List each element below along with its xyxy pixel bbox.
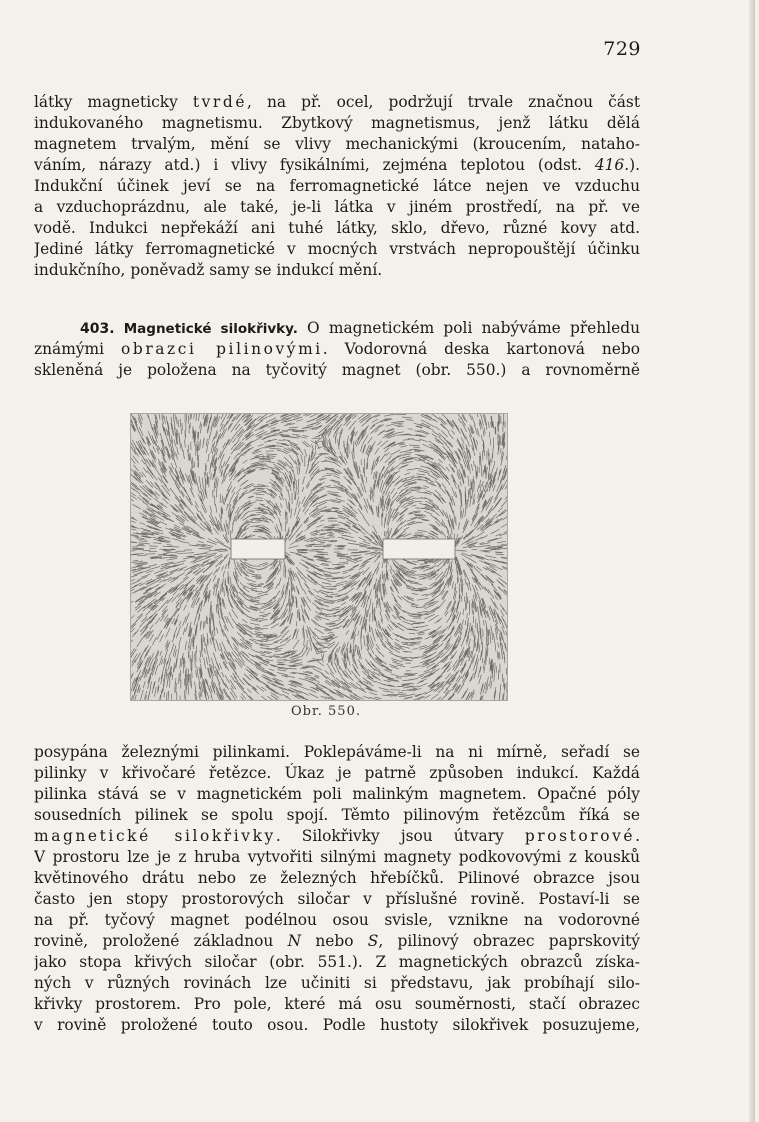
- text-line: [34, 889, 640, 910]
- italic-reference: S: [367, 932, 379, 950]
- iron-filings-field-image: [131, 414, 507, 700]
- text-line: [34, 260, 640, 281]
- text-run: látky magneticky: [34, 93, 193, 111]
- text-line: [34, 318, 640, 339]
- text-run: V prostoru lze je z hruba vytvořiti silnými magnety podkovovými z kousků: [34, 848, 640, 866]
- text-line: [34, 805, 640, 826]
- text-line: [34, 239, 640, 260]
- text-run: , na př. ocel, podržují trvale značnou část: [247, 93, 640, 111]
- text-run: nebo: [301, 932, 368, 950]
- text-line: [34, 742, 640, 763]
- text-line: [34, 339, 640, 360]
- text-run: .).: [624, 156, 640, 174]
- text-line: [34, 176, 640, 197]
- italic-reference: 416: [594, 156, 625, 174]
- text-run: magnetem trvalým, mění se vlivy mechanickými (kroucením, nataho-: [34, 135, 640, 153]
- text-line: [34, 931, 640, 952]
- text-run: O magnetickém poli nabýváme přehledu: [297, 319, 640, 337]
- section-403: [34, 318, 640, 381]
- text-run: skleněná je položena na tyčovitý magnet (obr. 550.) a rovnoměrně: [34, 361, 640, 379]
- spaced-emphasis: prostorové: [524, 827, 636, 845]
- text-line: [34, 847, 640, 868]
- text-run: váním, nárazy atd.) i vlivy fysikálními, zejména teplotou (odst.: [34, 156, 595, 174]
- text-run: indukčního, poněvadž samy se indukcí mění.: [34, 261, 383, 279]
- text-run: na př. tyčový magnet podélnou osou svisle, vznikne na vodorovné: [34, 911, 640, 929]
- text-run: posypána železnými pilinkami. Poklepáváme-li na ni mírně, seřadí se: [34, 743, 640, 761]
- text-run: .: [635, 827, 640, 845]
- bar-magnet-left: [231, 539, 285, 559]
- text-run: pilinky v křivočaré řetězce. Úkaz je patrně způsoben indukcí. Každá: [34, 764, 640, 782]
- text-run: známými: [34, 340, 121, 358]
- text-line: [34, 868, 640, 889]
- text-run: jako stopa křivých siločar (obr. 551.). Z magnetických obrazců získa-: [34, 953, 640, 971]
- italic-reference: N: [287, 932, 302, 950]
- text-line: [34, 763, 640, 784]
- page-number: 729: [603, 38, 641, 60]
- text-line: [34, 360, 640, 381]
- spaced-emphasis: tvrdé: [192, 93, 248, 111]
- section-title: Magnetické silokřivky.: [123, 321, 298, 337]
- text-line: [34, 113, 640, 134]
- paragraph-induction: [34, 92, 640, 281]
- text-line: [34, 197, 640, 218]
- text-run: pilinka stává se v magnetickém poli malinkým magnetem. Opačné póly: [34, 785, 640, 803]
- text-run: v rovině proložené touto osou. Podle hustoty silokřivek posuzujeme,: [34, 1016, 640, 1034]
- text-run: Indukční účinek jeví se na ferromagnetické látce nejen ve vzduchu: [34, 177, 640, 195]
- text-run: rovině, proložené základnou: [34, 932, 288, 950]
- text-line: [34, 910, 640, 931]
- spaced-emphasis: magnetické silokřivky: [34, 827, 276, 845]
- spaced-emphasis: obrazci pilinovými: [121, 340, 323, 358]
- text-line: [34, 155, 640, 176]
- text-line: [34, 92, 640, 113]
- text-run: , pilinový obrazec paprskovitý: [378, 932, 640, 950]
- text-line: [34, 218, 640, 239]
- text-run: . Silokřivky jsou útvary: [275, 827, 525, 845]
- section-number: 403.: [80, 321, 115, 337]
- text-run: vodě. Indukci nepřekáží ani tuhé látky, sklo, dřevo, různé kovy atd.: [34, 219, 640, 237]
- text-line: [34, 826, 640, 847]
- text-run: . Vodorovná deska kartonová nebo: [322, 340, 640, 358]
- text-run: Jediné látky ferromagnetické v mocných vrstvách nepropouštějí účinku: [34, 240, 640, 258]
- text-line: [34, 134, 640, 155]
- text-line: [34, 952, 640, 973]
- figure-caption: Obr. 550.: [291, 704, 361, 719]
- text-run: často jen stopy prostorových siločar v příslušné rovině. Postaví-li se: [34, 890, 640, 908]
- page-edge: [749, 0, 755, 1122]
- paragraph-field-lines: [34, 742, 640, 1036]
- text-run: křivky prostorem. Pro pole, které má osu souměrnosti, stačí obrazec: [34, 995, 640, 1013]
- text-line: [34, 994, 640, 1015]
- text-run: indukovaného magnetismu. Zbytkový magnetismus, jenž látku dělá: [34, 114, 640, 132]
- text-run: ných v různých rovinách lze učiniti si představu, jak probíhají silo-: [34, 974, 640, 992]
- text-run: květinového drátu nebo ze železných hřebíčků. Pilinové obrazce jsou: [34, 869, 640, 887]
- text-line: [34, 1015, 640, 1036]
- text-run: sousedních pilinek se spolu spojí. Těmto pilinovým řetězcům říká se: [34, 806, 640, 824]
- figure-550-iron-filings: [130, 413, 508, 701]
- text-line: [34, 784, 640, 805]
- text-line: [34, 973, 640, 994]
- bar-magnet-right: [383, 539, 455, 559]
- text-run: a vzduchoprázdnu, ale také, je-li látka v jiném prostředí, na př. ve: [34, 198, 640, 216]
